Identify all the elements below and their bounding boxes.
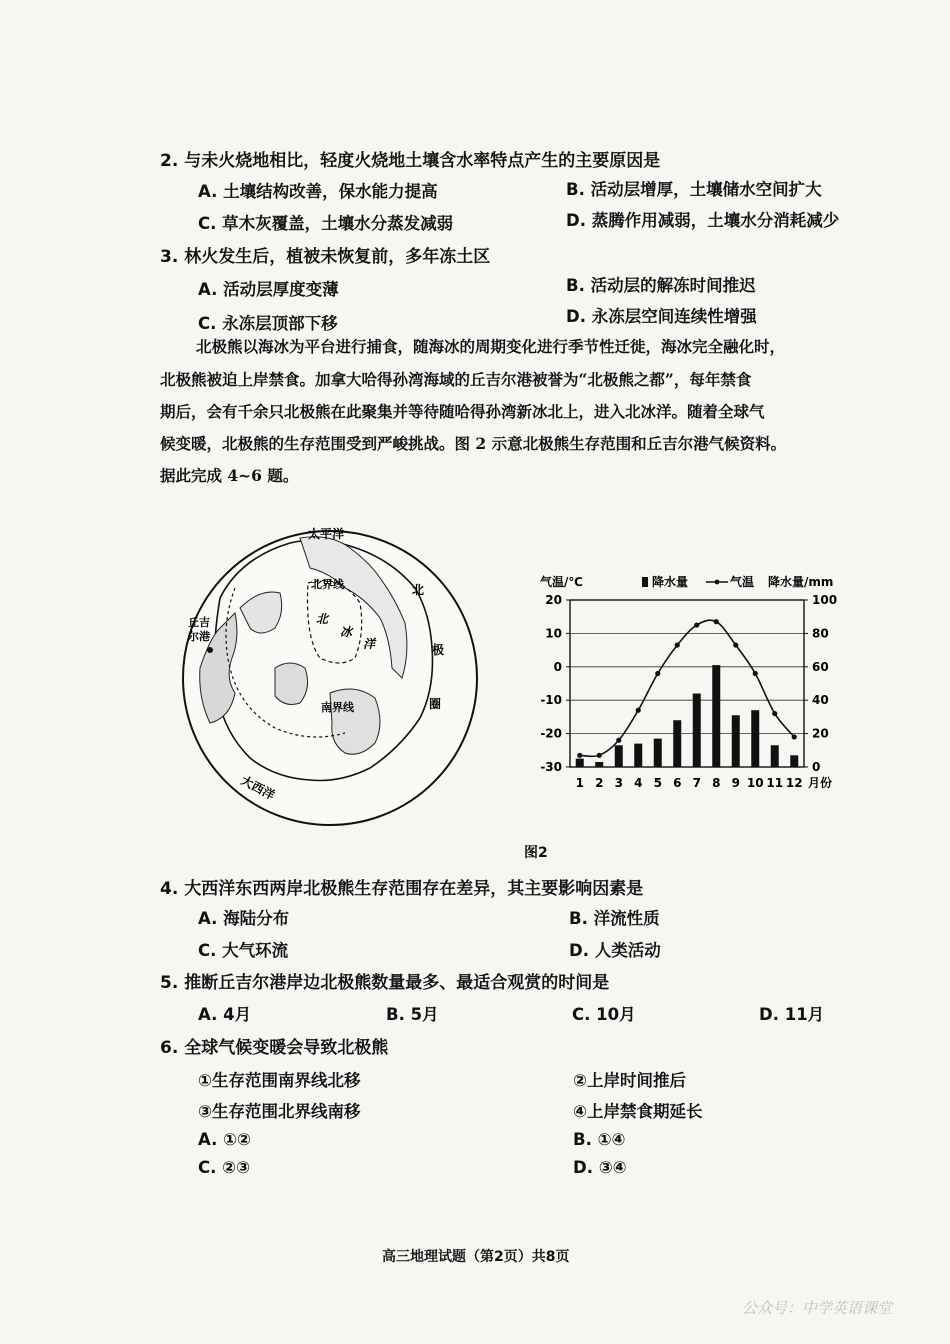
precip-bar [595,762,603,767]
q3-option-b: B. 活动层的解冻时间推迟 [566,276,756,295]
polar-bear-range-map [180,518,490,838]
y-right-tick-label: 60 [812,659,829,674]
passage-line-1: 北极熊以海冰为平台进行捕食，随海冰的周期变化进行季节性迁徙，海冰完全融化时， [196,337,786,356]
precip-bar [790,755,798,767]
question-6-stem: 6. 全球气候变暖会导致北极熊 [160,1038,389,1058]
x-unit-label: 月份 [808,776,833,790]
temperature-point [577,753,582,758]
precip-bar [751,710,759,767]
precip-bar [693,694,701,767]
q5-option-b: B. 5月 [386,1005,439,1024]
page-footer: 高三地理试题（第2页）共8页 [382,1249,570,1265]
x-month-label: 9 [731,776,740,790]
label-arctic-circle-3: 圈 [429,697,442,711]
land-scandinavia [330,689,380,754]
x-month-label: 12 [785,776,803,790]
y-left-tick-label: -20 [540,726,562,741]
temperature-point [675,642,680,647]
label-atlantic: 大西洋 [238,773,277,803]
x-month-label: 2 [595,776,604,790]
figure-caption: 图2 [524,845,548,861]
precip-bar [634,744,642,767]
question-3-stem: 3. 林火发生后，植被未恢复前，多年冻土区 [160,247,491,267]
plot-frame [570,600,804,767]
precip-bar [732,715,740,767]
q2-option-c: C. 草木灰覆盖，土壤水分蒸发减弱 [198,214,454,233]
y-right-tick-label: 0 [812,760,821,774]
y-right-tick-label: 20 [812,726,829,741]
precip-bar [771,745,779,767]
q6-statement-1: ①生存范围南界线北移 [198,1071,361,1090]
x-month-label: 5 [653,776,662,790]
temperature-points [577,619,797,758]
q2-option-d: D. 蒸腾作用减弱，土壤水分消耗减少 [566,211,840,230]
question-4-stem: 4. 大西洋东西两岸北极熊生存范围存在差异，其主要影响因素是 [160,879,644,899]
y-left-tick-label: 0 [553,659,562,674]
temperature-point [792,734,797,739]
legend-line-dot [715,580,720,585]
q2-option-a: A. 土壤结构改善，保水能力提高 [198,182,438,201]
temperature-point [753,671,758,676]
q3-option-a: A. 活动层厚度变薄 [198,280,339,299]
label-arctic-circle-2: 极 [432,643,445,657]
precip-bar [712,665,720,767]
question-2-stem: 2. 与未火烧地相比，轻度火烧地土壤含水率特点产生的主要原因是 [160,151,661,171]
q6-option-a: A. ①② [198,1130,252,1149]
x-month-label: 7 [692,776,701,790]
label-pacific: 太平洋 [308,527,345,541]
watermark: 公众号：中学英语课堂 [742,1299,893,1317]
x-month-label: 3 [614,776,623,790]
churchill-point [207,647,213,653]
x-month-label: 10 [746,776,764,790]
temperature-point [616,738,621,743]
land-greenland [275,663,308,704]
q4-option-c: C. 大气环流 [198,941,289,960]
y-left-tick-label: -30 [540,760,562,774]
passage-line-4: 候变暖，北极熊的生存范围受到严峻挑战。图 2 示意北极熊生存范围和丘吉尔港气候资料。 [160,434,787,453]
q6-option-c: C. ②③ [198,1158,251,1177]
temperature-point [733,642,738,647]
temperature-point [597,753,602,758]
temperature-point [655,671,660,676]
q4-option-b: B. 洋流性质 [569,909,660,928]
q6-statement-3: ③生存范围北界线南移 [198,1102,361,1121]
q6-option-d: D. ③④ [573,1158,627,1177]
chart-grid [566,600,808,767]
y-left-tick-label: 20 [545,593,562,607]
y-right-ticks [812,593,837,774]
temperature-line [580,620,795,756]
precip-bar [673,720,681,767]
passage-line-5: 据此完成 4~6 题。 [160,466,299,485]
q3-option-d: D. 永冻层空间连续性增强 [566,307,757,326]
label-arctic-ocean-2: 冰 [340,625,353,639]
label-churchill-2: 尔港 [188,630,210,643]
x-month-label: 6 [673,776,682,790]
chart-header [540,574,833,589]
y-right-tick-label: 100 [812,593,838,607]
temperature-point [636,708,641,713]
y-left-ticks [540,593,562,774]
q6-statement-2: ②上岸时间推后 [573,1071,686,1090]
label-arctic-circle-1: 北 [412,583,425,597]
legend-bar-swatch [642,577,648,587]
label-arctic-ocean-3: 洋 [363,637,376,651]
y-right-tick-label: 40 [812,693,829,708]
q5-option-c: C. 10月 [572,1005,636,1024]
label-north-line: 北界线 [311,578,344,591]
x-month-label: 8 [712,776,721,790]
label-south-line: 南界线 [321,701,354,714]
x-month-label: 1 [575,776,584,790]
q3-option-c: C. 永冻层顶部下移 [198,314,338,333]
precip-bar [615,745,623,767]
x-month-label: 11 [766,776,784,790]
temperature-point [772,711,777,716]
precip-bar [654,739,662,767]
legend-temp: 气温 [730,575,755,589]
temperature-point [694,622,699,627]
legend-precip: 降水量 [652,575,689,589]
precip-bar [576,759,584,767]
precip-bars [576,665,799,767]
q4-option-d: D. 人类活动 [569,941,661,960]
q5-option-d: D. 11月 [759,1005,825,1024]
passage-line-2: 北极熊被迫上岸禁食。加拿大哈得孙湾海域的丘吉尔港被誉为“北极熊之都”，每年禁食 [160,370,752,389]
q4-option-a: A. 海陆分布 [198,909,290,928]
climate-chart [536,566,858,798]
q5-option-a: A. 4月 [198,1005,252,1024]
question-5-stem: 5. 推断丘吉尔港岸边北极熊数量最多、最适合观赏的时间是 [160,973,610,993]
q6-option-b: B. ①④ [573,1130,626,1149]
x-month-label: 4 [634,776,643,790]
temperature-point [714,619,719,624]
x-month-labels [576,776,803,790]
label-churchill-1: 丘吉 [188,616,210,629]
y-left-tick-label: 10 [545,626,562,641]
chart-y-right-label: 降水量/mm [768,575,834,589]
chart-y-left-label: 气温/℃ [540,575,583,589]
q6-statement-4: ④上岸禁食期延长 [573,1102,703,1121]
label-arctic-ocean-1: 北 [316,612,329,626]
q2-option-b: B. 活动层增厚，土壤储水空间扩大 [566,180,822,199]
y-right-tick-label: 80 [812,626,829,641]
passage-line-3: 期后，会有千余只北极熊在此聚集并等待随哈得孙湾新冰北上，进入北冰洋。随着全球气 [160,402,765,421]
y-left-tick-label: -10 [540,693,562,708]
